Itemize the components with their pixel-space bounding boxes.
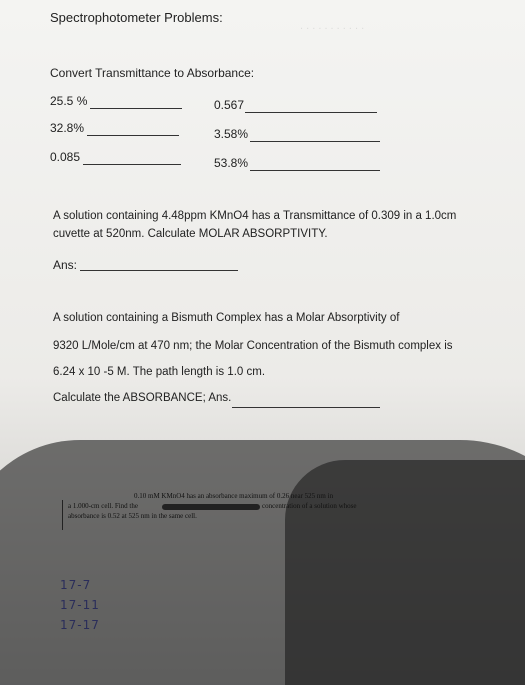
handwritten-note-3: 17-17 xyxy=(60,618,100,632)
answer-line xyxy=(250,170,380,171)
convert-label: Convert Transmittance to Absorbance: xyxy=(50,66,255,80)
answer-line xyxy=(83,164,181,165)
answer-line xyxy=(90,108,182,109)
convert-item-1: 25.5 % xyxy=(50,94,88,108)
problem2-line3: 6.24 x 10 -5 M. The path length is 1.0 cm. xyxy=(53,366,266,378)
convert-item-4: 3.58% xyxy=(214,127,249,141)
problem1-line2: cuvette at 520nm. Calculate MOLAR ABSORPTIVITY. xyxy=(53,228,328,240)
answer-line xyxy=(87,135,179,136)
handwritten-note-1: 17-7 xyxy=(60,578,92,592)
convert-item-2: 0.567 xyxy=(214,98,245,112)
answer-line xyxy=(250,141,380,142)
convert-item-5: 0.085 xyxy=(50,150,81,164)
clipping-line1: 0.10 mM KMnO4 has an absorbance maximum of 0.26 near 525 nm in xyxy=(134,492,334,500)
clipping-line2a: a 1.000-cm cell. Find the xyxy=(68,502,138,510)
answer-line xyxy=(232,407,380,408)
redaction-mark xyxy=(162,504,260,510)
bleed-through: . . . . . . . . . . . xyxy=(300,20,365,32)
answer-line xyxy=(80,270,238,271)
convert-item-3: 32.8% xyxy=(50,121,85,135)
problem1-ans-label: Ans: xyxy=(53,258,78,272)
page-heading: Spectrophotometer Problems: xyxy=(50,10,223,25)
handwritten-note-2: 17-11 xyxy=(60,598,100,612)
problem2-line4: Calculate the ABSORBANCE; Ans. xyxy=(53,392,232,404)
problem2-line1: A solution containing a Bismuth Complex has a Molar Absorptivity of xyxy=(53,312,400,324)
answer-line xyxy=(245,112,377,113)
margin-bracket xyxy=(62,500,63,530)
problem2-line2: 9320 L/Mole/cm at 470 nm; the Molar Concentration of the Bismuth complex is xyxy=(53,340,453,352)
convert-item-6: 53.8% xyxy=(214,156,249,170)
clipping xyxy=(62,492,402,532)
clipping-line2b: concentration of a solution whose xyxy=(262,502,357,510)
problem1-line1: A solution containing 4.48ppm KMnO4 has a Transmittance of 0.309 in a 1.0cm xyxy=(53,210,457,222)
clipping-line3: absorbance is 0.52 at 525 nm in the same cell. xyxy=(68,512,197,520)
